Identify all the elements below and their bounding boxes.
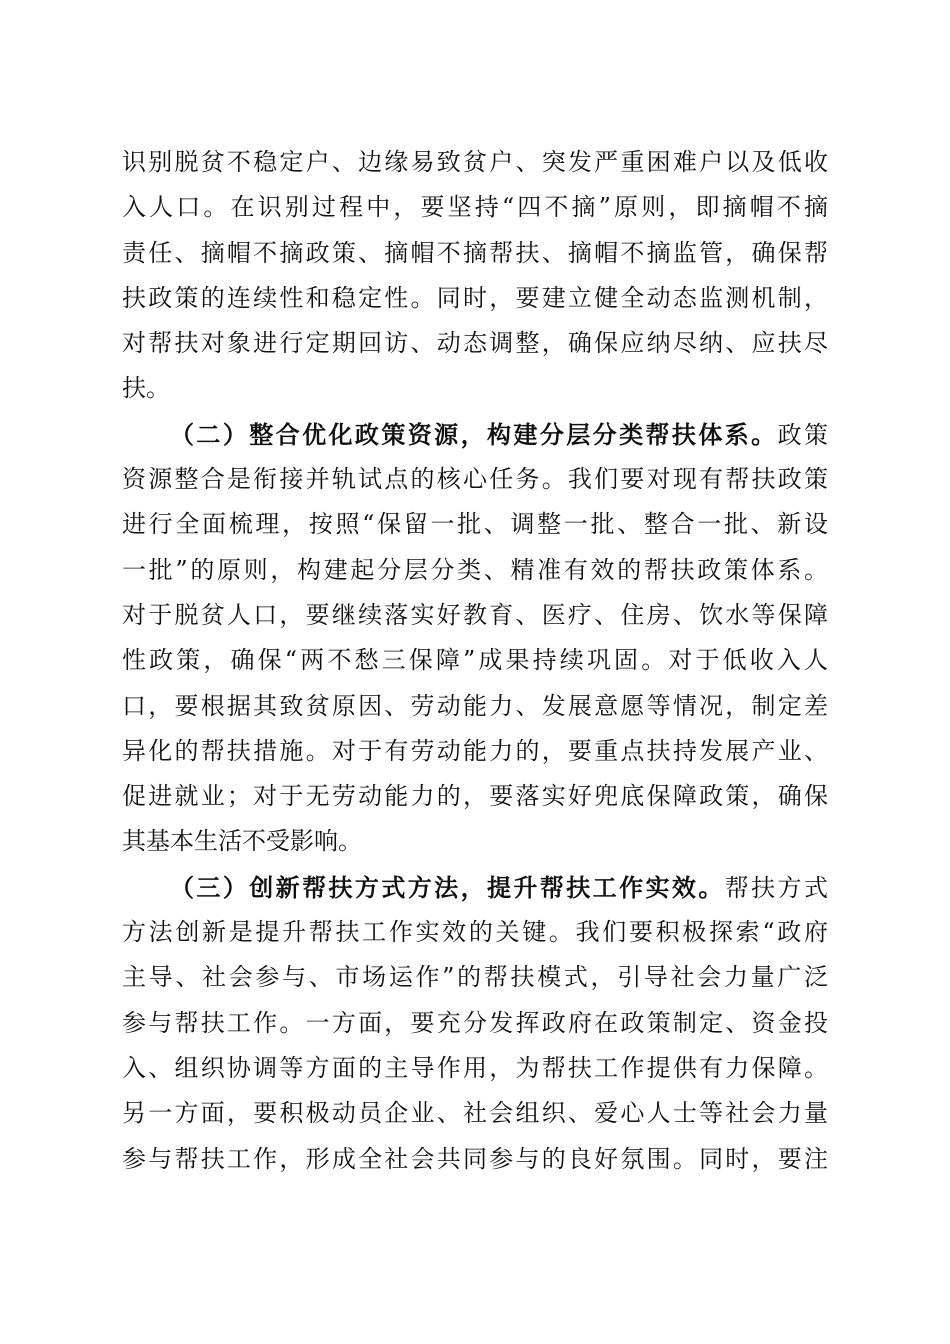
body-text bbox=[122, 140, 828, 1182]
text-line: 方法创新是提升帮扶工作实效的关键。我们要积极探索“政府 bbox=[122, 918, 828, 947]
text-line: 扶政策的连续性和稳定性。同时，要建立健全动态监测机制， bbox=[122, 283, 828, 312]
text-line: 识别脱贫不稳定户、边缘易致贫户、突发严重困难户以及低收 bbox=[122, 148, 828, 176]
section-heading-tail: 政策 bbox=[777, 420, 829, 449]
text-line: 入人口。在识别过程中，要坚持“四不摘”原则，即摘帽不摘 bbox=[122, 193, 828, 222]
text-line: 一批”的原则，构建起分层分类、精准有效的帮扶政策体系。 bbox=[122, 555, 828, 584]
text-line: 对于脱贫人口，要继续落实好教育、医疗、住房、饮水等保障 bbox=[122, 600, 828, 629]
text-line: 性政策，确保“两不愁三保障”成果持续巩固。对于低收入人 bbox=[122, 646, 828, 675]
section-heading-tail: 帮扶方式 bbox=[724, 873, 828, 902]
text-line: 口，要根据其致贫原因、劳动能力、发展意愿等情况，制定差 bbox=[122, 691, 828, 720]
section-heading-line bbox=[122, 865, 828, 910]
text-line: 其基本生活不受影响。 bbox=[122, 827, 362, 856]
text-line: 参与帮扶工作。一方面，要充分发挥政府在政策制定、资金投 bbox=[122, 1008, 828, 1037]
section-heading: （二）整合优化政策资源，构建分层分类帮扶体系。 bbox=[170, 419, 778, 449]
text-line: 进行全面梳理，按照“保留一批、调整一批、整合一批、新设 bbox=[122, 510, 828, 539]
text-line: 对帮扶对象进行定期回访、动态调整，确保应纳尽纳、应扶尽 bbox=[122, 329, 828, 358]
section-heading-line bbox=[122, 412, 828, 457]
text-line: 异化的帮扶措施。对于有劳动能力的，要重点扶持发展产业、 bbox=[122, 736, 828, 765]
text-line: 责任、摘帽不摘政策、摘帽不摘帮扶、摘帽不摘监管，确保帮 bbox=[122, 238, 828, 267]
text-line: 促进就业；对于无劳动能力的，要落实好兜底保障政策，确保 bbox=[122, 782, 828, 811]
text-line: 资源整合是衔接并轨试点的核心任务。我们要对现有帮扶政策 bbox=[122, 465, 828, 494]
text-line: 另一方面，要积极动员企业、社会组织、爱心人士等社会力量 bbox=[122, 1099, 828, 1128]
text-line: 参与帮扶工作，形成全社会共同参与的良好氛围。同时，要注 bbox=[122, 1144, 828, 1173]
section-heading: （三）创新帮扶方式方法，提升帮扶工作实效。 bbox=[170, 872, 725, 902]
text-line: 扶。 bbox=[122, 374, 170, 403]
text-line: 主导、社会参与、市场运作”的帮扶模式，引导社会力量广泛 bbox=[122, 963, 828, 992]
text-line: 入、组织协调等方面的主导作用，为帮扶工作提供有力保障。 bbox=[122, 1053, 828, 1082]
